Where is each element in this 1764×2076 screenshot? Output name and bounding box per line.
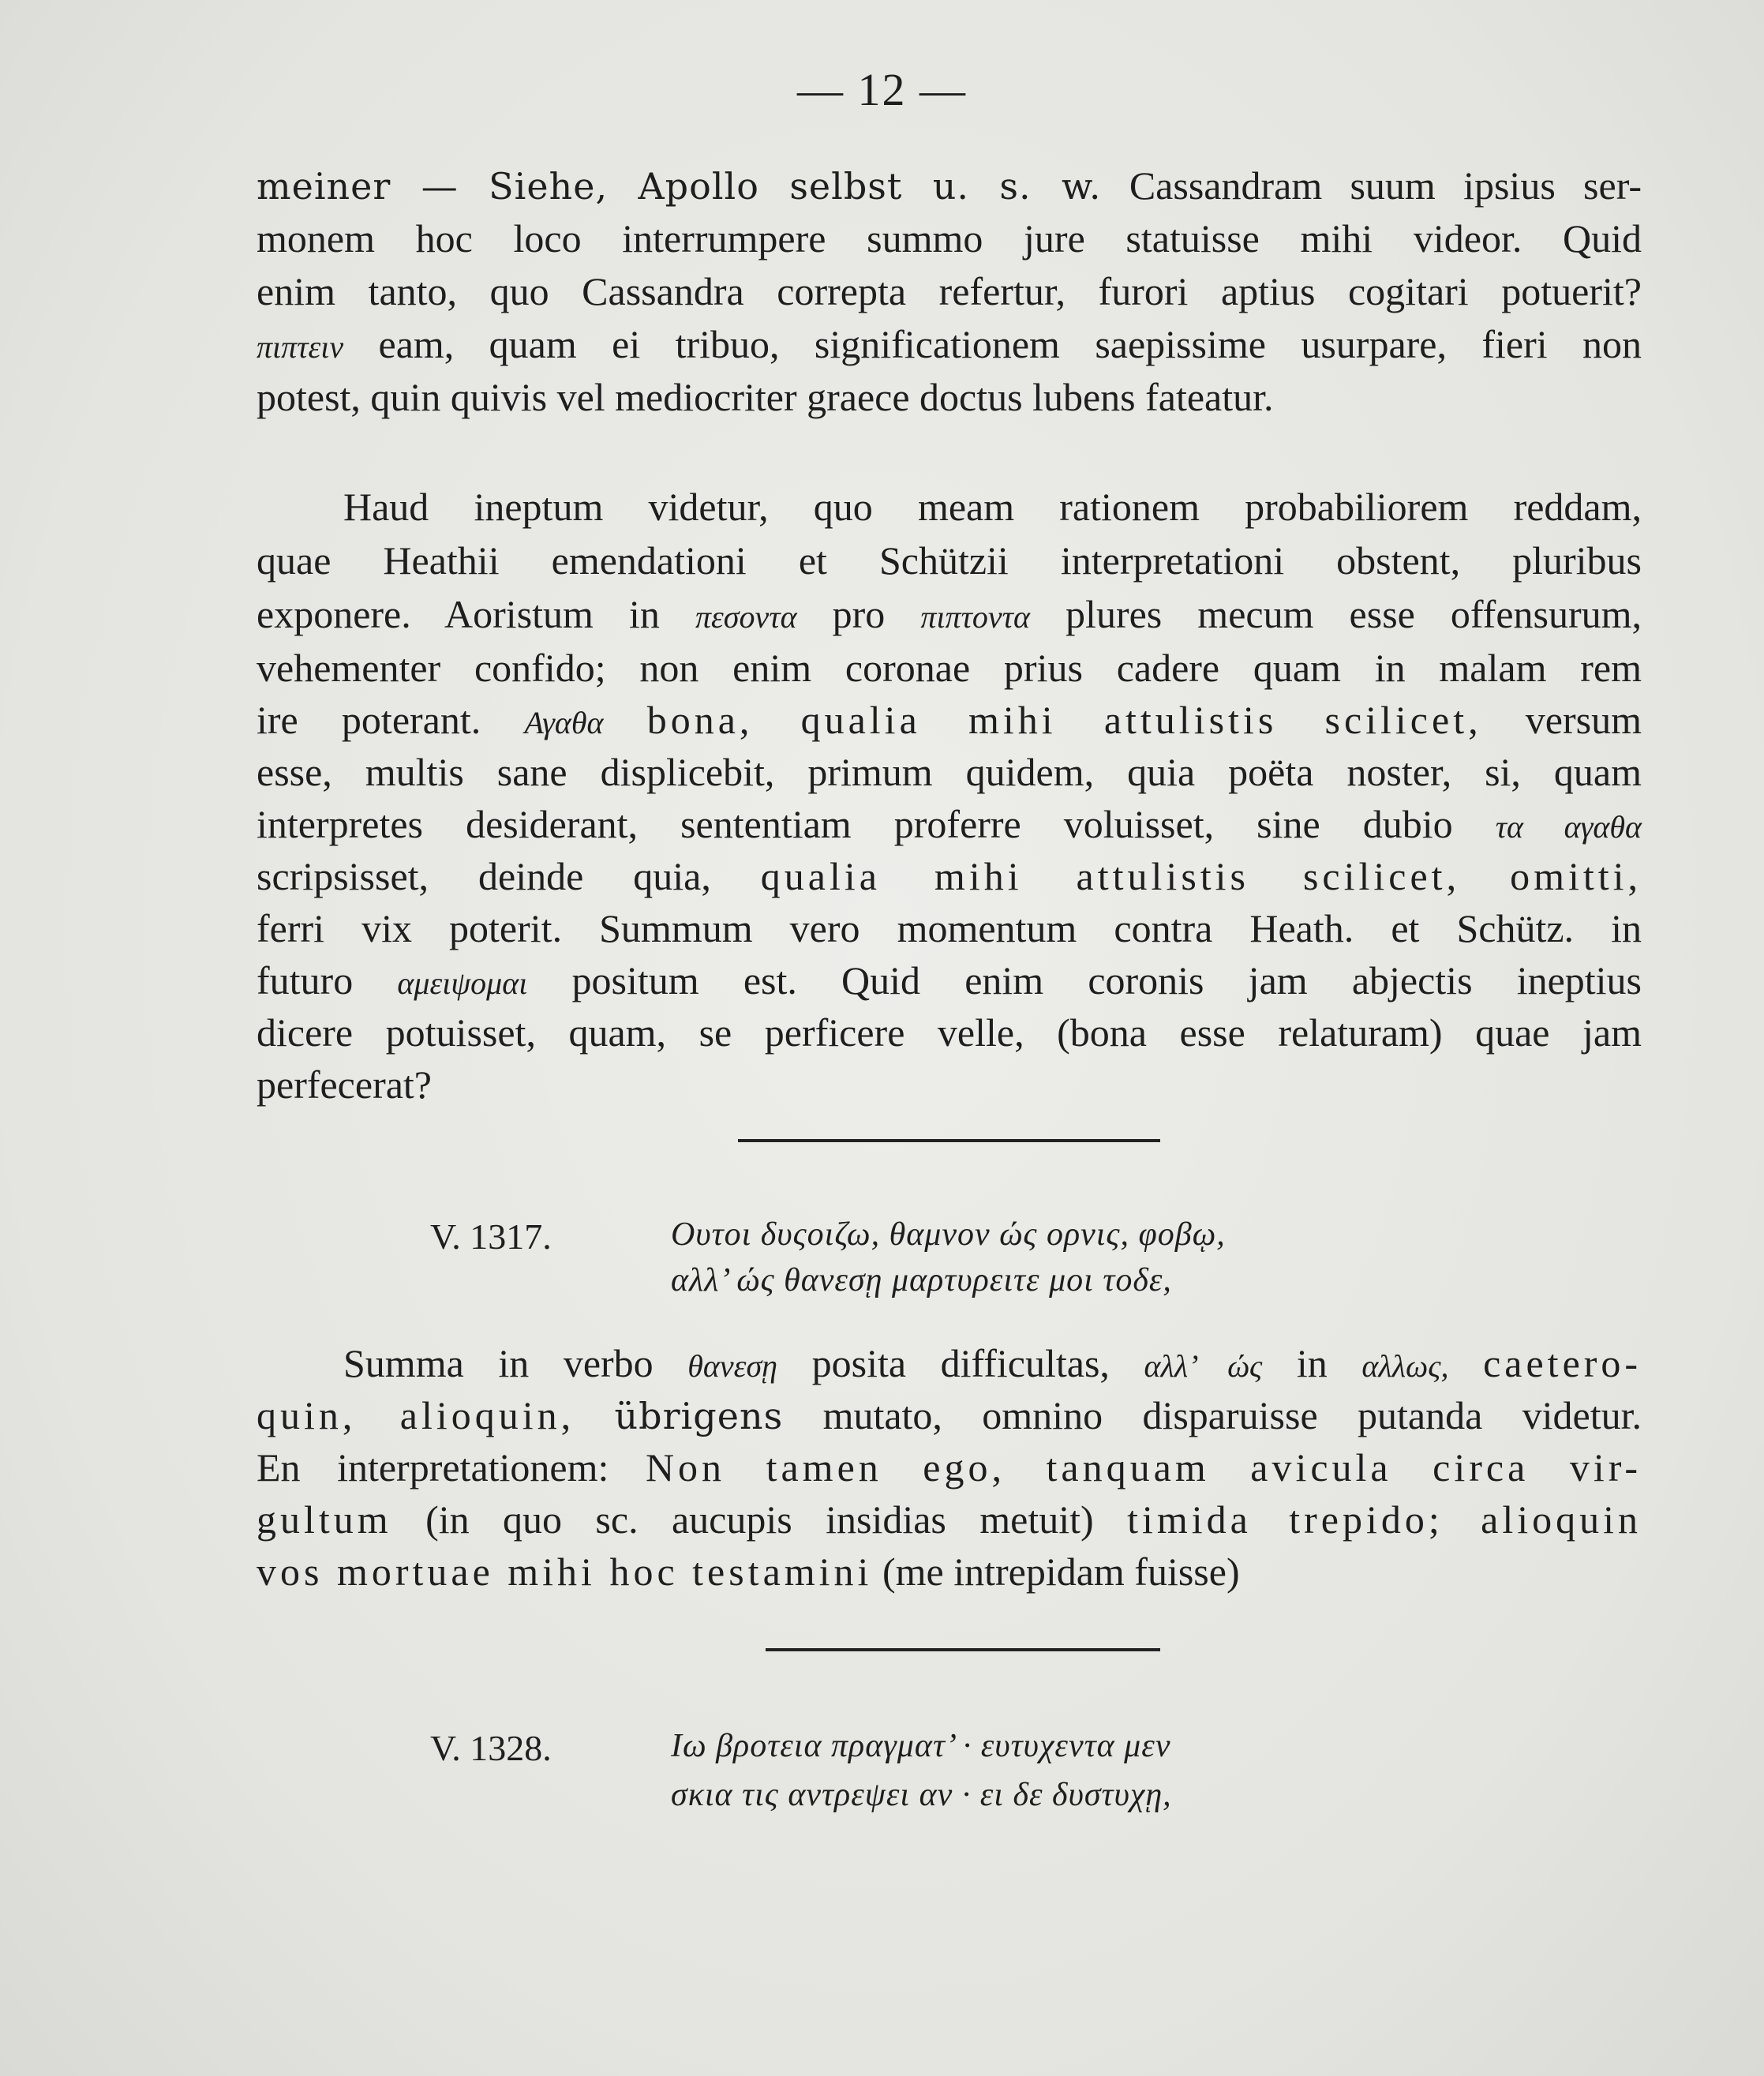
paragraph-line: dicere potuisset, quam, se perficere velle, (bona esse relaturam) quae jam	[257, 1010, 1642, 1055]
paragraph-line: vehementer confido; non enim coronae prius cadere quam in malam rem	[257, 646, 1642, 690]
paragraph-line: ferri vix poterit. Summum vero momentum contra Heath. et Schütz. in	[257, 906, 1642, 950]
greek-word: αλλ’ ώς	[1144, 1348, 1263, 1384]
spaced-quote: qualia mihi attulistis scilicet,	[760, 854, 1461, 898]
paragraph-line: ire poterant. Αγαθα bona, qualia mihi attulistis scilicet, versum	[257, 698, 1642, 742]
spaced-quote: bona, qualia mihi attulistis scilicet,	[646, 698, 1482, 742]
paragraph-line: futuro αμειψομαι positum est. Quid enim coronis jam abjectis ineptius	[257, 958, 1642, 1002]
greek-word: Αγαθα	[524, 705, 604, 740]
greek-word: πιπτειν	[257, 329, 344, 365]
paragraph-line: πιπτειν eam, quam ei tribuo, significationem saepissime usurpare, fieri non	[257, 322, 1642, 366]
paragraph-line: gultum (in quo sc. aucupis insidias metuit) timida trepido; alioquin	[257, 1497, 1642, 1542]
greek-word: αμειψομαι	[397, 965, 528, 1001]
paragraph-line: enim tanto, quo Cassandra correpta refertur, furori aptius cogitari potuerit?	[257, 269, 1642, 313]
verse-line: Ουτοι δυςοιζω, θαμνον ώς ορνις, φοβῳ,	[671, 1216, 1226, 1253]
fraktur-text: meiner — Siehe, Apollo selbst u. s. w.	[257, 165, 1102, 208]
verse-label: V. 1317.	[430, 1216, 552, 1257]
verse-line: σκια τις αντρεψει αν · ει δε δυστυχῃ,	[671, 1777, 1172, 1813]
verse-line: αλλ’ ώς θανεσῃ μαρτυρειτε μοι τοδε,	[671, 1262, 1172, 1298]
paragraph-line: quin, alioquin, übrigens mutato, omnino disparuisse putanda videtur.	[257, 1393, 1642, 1437]
paragraph-line: esse, multis sane displicebit, primum quidem, quia poëta noster, si, quam	[257, 750, 1642, 794]
paragraph-line: exponere. Aoristum in πεσοντα pro πιπτοντα plures mecum esse offensurum,	[257, 592, 1642, 636]
greek-word: θανεσῃ	[687, 1348, 778, 1384]
paragraph-line: vos mortuae mihi hoc testamini (me intrepidam fuisse)	[257, 1550, 1240, 1594]
paragraph-line: scripsisset, deinde quia, qualia mihi attulistis scilicet, omitti,	[257, 854, 1642, 898]
paragraph-line: potest, quin quivis vel mediocriter graece doctus lubens fateatur.	[257, 375, 1274, 419]
section-divider	[738, 1139, 1160, 1142]
paragraph-line: interpretes desiderant, sententiam proferre voluisset, sine dubio τα αγαθα	[257, 802, 1642, 846]
page-number: — 12 —	[797, 64, 967, 115]
verse-line: Ιω βροτεια πραγματ’ · ευτυχεντα μεν	[671, 1728, 1171, 1764]
paragraph-line: perfecerat?	[257, 1062, 432, 1107]
section-divider	[766, 1648, 1160, 1651]
greek-word: τα αγαθα	[1495, 809, 1642, 845]
greek-word: πιπτοντα	[920, 599, 1030, 635]
paragraph-line: En interpretationem: Non tamen ego, tanquam avicula circa vir-	[257, 1445, 1642, 1490]
greek-word: πεσοντα	[695, 599, 797, 635]
fraktur-text: übrigens	[614, 1395, 784, 1437]
paragraph-line: Summa in verbo θανεσῃ posita difficultas, αλλ’ ώς in αλλως, caetero-	[343, 1341, 1642, 1385]
paragraph-line: quae Heathii emendationi et Schützii interpretationi obstent, pluribus	[257, 538, 1642, 583]
greek-word: αλλως,	[1361, 1348, 1449, 1384]
paragraph-line: Haud ineptum videtur, quo meam rationem probabiliorem reddam,	[343, 485, 1642, 529]
paragraph-line: monem hoc loco interrumpere summo jure statuisse mihi videor. Quid	[257, 216, 1642, 260]
paragraph-line: meiner — Siehe, Apollo selbst u. s. w. Cassandram suum ipsius ser-	[257, 163, 1642, 208]
spaced-translation: Non tamen ego, tanquam avicula circa vir-	[645, 1445, 1642, 1490]
verse-label: V. 1328.	[430, 1728, 552, 1768]
